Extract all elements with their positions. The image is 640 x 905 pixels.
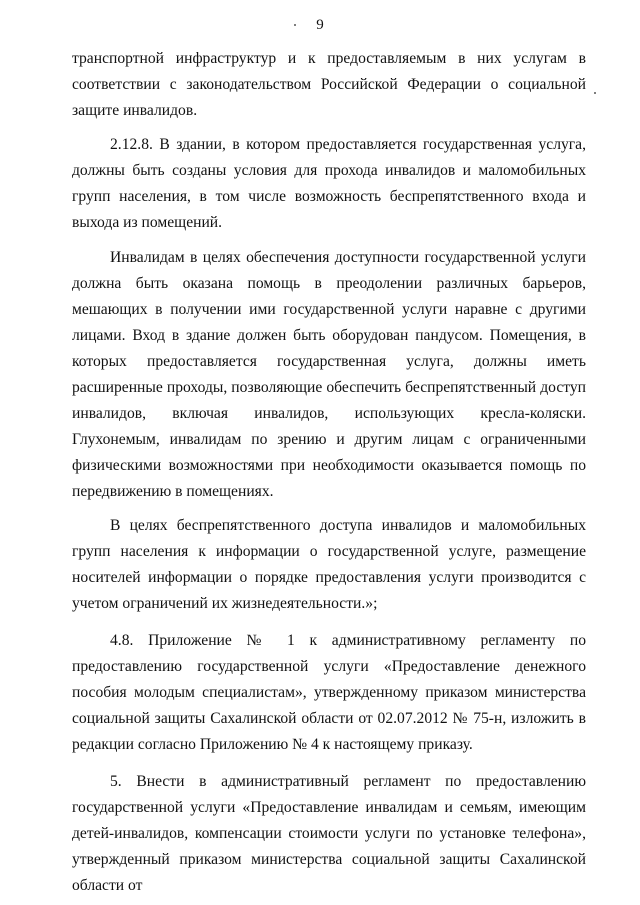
paragraph-4-8: 4.8. Приложение № 1 к административному регламенту по предоставлению государственной услуги «Предоставление денежного пособия молодым специалистам», утвержденному приказом министерства социальной защиты Сахалинской области от 02.07.2012 № 75-н, изложить в редакции согласно Приложению № 4 к настоящему приказу. <box>72 632 586 753</box>
paragraph-disabled-assistance: Инвалидам в целях обеспечения доступности государственной услуги должна быть оказана помощь в преодолении различных барьеров, мешающих в получении ими государственной услуги наравне с другими лицами. Вход в здание должен быть оборудован пандусом. Помещения, в которых предоставляется государственная услуга, должны иметь расширенные проходы, позволяющие обеспечить беспрепятственный доступ инвалидов, включая инвалидов, использующих кресла-коляски. Глухонемым, инвалидам по зрению и другим лицам с ограниченными физическими возможностями при необходимости оказывается помощь по передвижению в помещениях. <box>72 249 586 500</box>
paragraph-information-access: В целях беспрепятственного доступа инвалидов и маломобильных групп населения к информации о государственной услуге, размещение носителей информации о порядке предоставления услуги производится с учетом ограничений их жизнедеятельности.»; <box>72 517 586 612</box>
scan-speck <box>594 92 596 94</box>
page-number: 9 <box>316 17 324 33</box>
paragraph-continuation: транспортной инфраструктур и к предоставляемым в них услугам в соответствии с законодательством Российской Федерации о социальной защите инвалидов. <box>72 50 586 119</box>
paragraph-5: 5. Внести в административный регламент по предоставлению государственной услуги «Предоставление инвалидам и семьям, имеющим детей-инвалидов, компенсации стоимости услуги по установке телефона», утвержденный приказом министерства социальной защиты Сахалинской области от <box>72 773 586 894</box>
paragraph-2-12-8: 2.12.8. В здании, в котором предоставляется государственная услуга, должны быть созданы условия для прохода инвалидов и маломобильных групп населения, в том числе возможность беспрепятственного входа и выхода из помещений. <box>72 136 586 231</box>
scan-speck <box>294 24 296 26</box>
document-body <box>72 46 586 899</box>
